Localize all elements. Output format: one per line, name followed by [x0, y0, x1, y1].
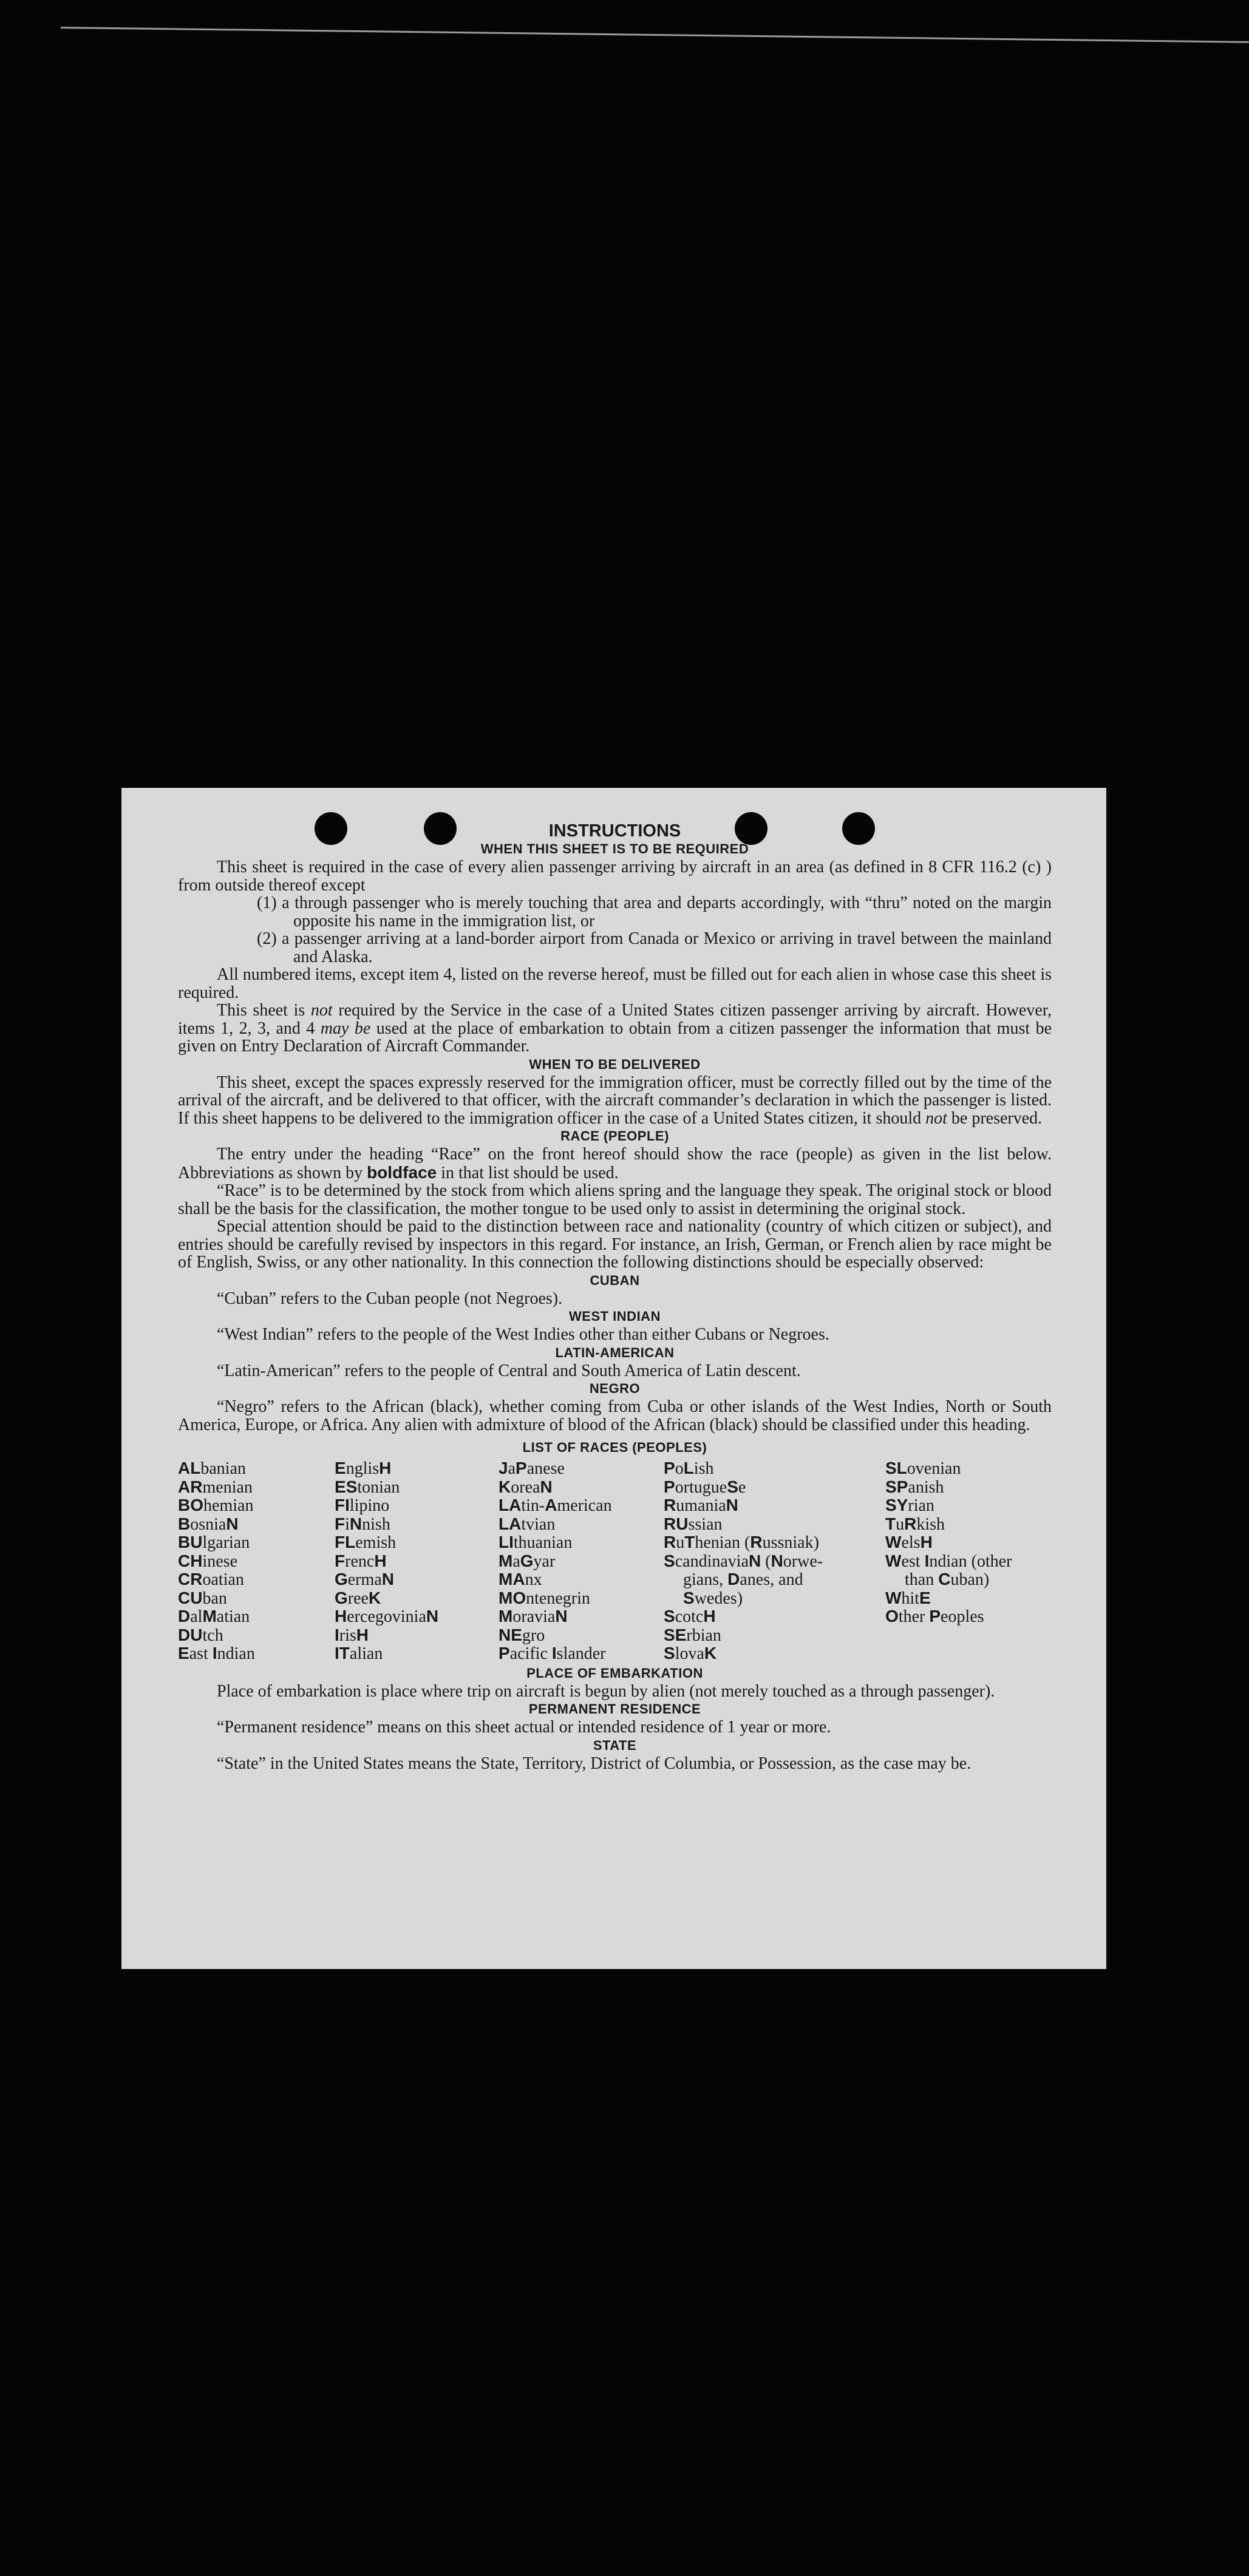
race-entry: BUlgarian [178, 1533, 250, 1552]
paragraph: This sheet is required in the case of every alien passenger arriving by aircraft in an area (as defined in 8 CFR 116.2 (c) ) from outside thereof except [178, 858, 1052, 895]
punch-hole [735, 812, 767, 845]
race-entry: KoreaN [499, 1477, 553, 1497]
race-list [178, 1459, 1052, 1663]
race-column [499, 1459, 664, 1663]
race-entry: BosniaN [178, 1514, 239, 1534]
paragraph: “Cuban” refers to the Cuban people (not Negroes). [217, 1289, 563, 1308]
section-heading: WHEN THIS SHEET IS TO BE REQUIRED [480, 841, 749, 856]
punch-hole [842, 812, 875, 845]
race-entry: SPanish [885, 1477, 944, 1497]
race-entry: NEgro [499, 1625, 545, 1645]
race-column [335, 1459, 499, 1663]
race-entry: GreeK [335, 1588, 381, 1608]
race-entry: RumaniaN [664, 1496, 738, 1515]
paragraph: “Permanent residence” means on this sheet actual or intended residence of 1 year or more. [217, 1718, 831, 1737]
race-entry: FLemish [335, 1533, 396, 1552]
list-item: (2) a passenger arriving at a land-border airport from Canada or Mexico or arriving in travel between the mainland and Alaska. [257, 929, 1052, 966]
race-entry: DUtch [178, 1625, 223, 1645]
race-entry: DalMatian [178, 1607, 250, 1626]
race-entry: CUban [178, 1588, 227, 1608]
race-entry: JaPanese [499, 1459, 565, 1478]
race-entry: PortugueSe [664, 1477, 746, 1497]
document-title: INSTRUCTIONS [548, 821, 681, 841]
race-entry: Pacific Islander [499, 1644, 606, 1663]
race-entry: FIlipino [335, 1496, 390, 1515]
race-entry: TuRkish [885, 1514, 945, 1534]
paragraph: “West Indian” refers to the people of the West Indies other than either Cubans or Negroes. [217, 1325, 829, 1344]
race-column [664, 1459, 885, 1663]
race-column [178, 1459, 335, 1663]
race-entry: ScandinaviaN (Norwe- [664, 1551, 823, 1571]
race-entry: LAtvian [499, 1514, 556, 1534]
race-entry: ALbanian [178, 1459, 246, 1478]
section-heading: NEGRO [589, 1381, 641, 1396]
race-entry: MAnx [499, 1570, 542, 1589]
race-entry: East Indian [178, 1644, 255, 1663]
race-entry: ARmenian [178, 1477, 253, 1497]
paragraph: “Negro” refers to the African (black), whether coming from Cuba or other islands of the West Indies, North or South America, Europe, or Africa. Any alien with admixture of blood of the African (black) should be classified under this heading. [178, 1397, 1052, 1434]
race-entry: ScotcH [664, 1607, 716, 1626]
paragraph: Place of embarkation is place where trip on aircraft is begun by alien (not merely touched as a through passenger). [217, 1681, 995, 1701]
race-entry: SYrian [885, 1496, 934, 1515]
punch-hole [424, 812, 457, 845]
race-entry: Other Peoples [885, 1607, 984, 1626]
section-heading: LATIN-AMERICAN [555, 1344, 675, 1360]
race-entry: GermaN [335, 1570, 394, 1589]
section-heading: LIST OF RACES (PEOPLES) [522, 1440, 707, 1455]
paragraph: All numbered items, except item 4, listed on the reverse hereof, must be filled out for each alien in whose case this sheet is required. [178, 965, 1052, 1002]
race-entry: FrencH [335, 1551, 387, 1571]
race-entry: FiNnish [335, 1514, 390, 1534]
paragraph: This sheet, except the spaces expressly reserved for the immigration officer, must be correctly filled out by the time of the arrival of the aircraft, and be delivered to that officer, with the aircraft commander’s declaration in which the passenger is listed. If this sheet happens to be delivered to the immigration officer in the case of a United States citizen, it should not be preserved. [178, 1073, 1052, 1128]
scan-edge-line [61, 27, 1249, 43]
race-entry: LAtin-American [499, 1496, 612, 1515]
race-entry: CHinese [178, 1551, 238, 1571]
race-entry: HercegoviniaN [335, 1607, 439, 1626]
paragraph: “Latin-American” refers to the people of Central and South America of Latin descent. [217, 1361, 801, 1380]
section-heading: RACE (PEOPLE) [560, 1128, 669, 1144]
section-heading: WEST INDIAN [569, 1309, 661, 1324]
paragraph: Special attention should be paid to the distinction between race and nationality (country of which citizen or subject), and entries should be carefully revised by inspectors in this regard. For instance, an Irish, German, or French alien by race might be of English, Swiss, or any other nationality. In this connection the following distinctions should be especially observed: [178, 1217, 1052, 1272]
race-entry: MaGyar [499, 1551, 556, 1571]
race-entry: Swedes) [683, 1588, 743, 1608]
race-entry: gians, Danes, and [683, 1570, 803, 1589]
section-heading: WHEN TO BE DELIVERED [529, 1056, 701, 1072]
race-entry: EnglisH [335, 1459, 392, 1478]
race-entry: PoLish [664, 1459, 714, 1478]
section-heading: CUBAN [590, 1272, 640, 1288]
race-entry: LIthuanian [499, 1533, 573, 1552]
section-heading: PERMANENT RESIDENCE [528, 1701, 701, 1717]
section-heading: STATE [593, 1737, 637, 1753]
race-entry: SLovenian [885, 1459, 961, 1478]
race-entry: CRoatian [178, 1570, 244, 1589]
race-entry: RuThenian (Russniak) [664, 1533, 819, 1552]
race-entry: IrisH [335, 1625, 369, 1645]
race-entry: EStonian [335, 1477, 400, 1497]
list-item: (1) a through passenger who is merely touching that area and departs accordingly, with “thru” noted on the margin opposite his name in the immigration list, or [257, 893, 1052, 930]
punch-hole [315, 812, 347, 845]
section-heading: PLACE OF EMBARKATION [526, 1665, 703, 1681]
paragraph: “State” in the United States means the State, Territory, District of Columbia, or Possession, as the case may be. [217, 1754, 972, 1773]
instruction-sheet [121, 788, 1106, 1969]
race-entry: SlovaK [664, 1644, 717, 1663]
race-entry: BOhemian [178, 1496, 254, 1515]
race-entry: West Indian (other [885, 1551, 1012, 1571]
race-entry: than Cuban) [905, 1570, 990, 1589]
paragraph: “Race” is to be determined by the stock from which aliens spring and the language they speak. The original stock or blood shall be the basis for the classification, the mother tongue to be used only to assist in determining the original stock. [178, 1181, 1052, 1218]
race-entry: RUssian [664, 1514, 723, 1534]
race-entry: WelsH [885, 1533, 933, 1552]
paragraph: This sheet is not required by the Service in the case of a United States citizen passenger arriving by aircraft. However, items 1, 2, 3, and 4 may be used at the place of embarkation to obtain from a citizen passenger the information that must be given on Entry Declaration of Aircraft Commander. [178, 1001, 1052, 1056]
race-entry: WhitE [885, 1588, 931, 1608]
paragraph: The entry under the heading “Race” on the front hereof should show the race (people) as given in the list below. Abbreviations as shown by boldface in that list should be used. [178, 1145, 1052, 1182]
race-entry: MoraviaN [499, 1607, 568, 1626]
race-entry: SErbian [664, 1625, 721, 1645]
race-entry: MOntenegrin [499, 1588, 590, 1608]
race-column [885, 1459, 1049, 1663]
race-entry: ITalian [335, 1644, 383, 1663]
